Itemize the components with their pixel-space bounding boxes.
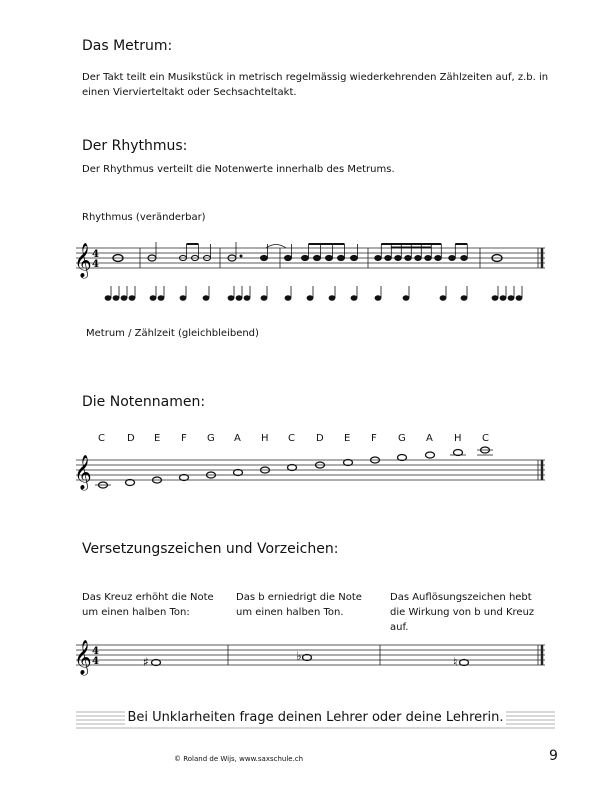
metrum-label: Metrum / Zählzeit (gleichbleibend) xyxy=(86,328,259,339)
svg-text:4: 4 xyxy=(92,249,99,260)
page-number: 9 xyxy=(549,748,558,764)
rhythmus-heading: Der Rhythmus: xyxy=(82,138,188,154)
note-name: C xyxy=(482,433,489,444)
note-name: F xyxy=(371,433,377,444)
svg-text:4: 4 xyxy=(92,646,99,657)
treble-clef-icon: 𝄞 xyxy=(74,455,92,490)
note-name: G xyxy=(207,433,215,444)
b-text: Das b erniedrigt die Note um einen halben Ton. xyxy=(236,592,362,618)
note-name: A xyxy=(234,433,241,444)
vorzeichen-heading: Versetzungszeichen und Vorzeichen: xyxy=(82,541,339,557)
note-name: D xyxy=(127,433,135,444)
natural-icon: ♮ xyxy=(453,655,458,669)
svg-text:4: 4 xyxy=(92,259,99,270)
notennamen-heading: Die Notennamen: xyxy=(82,394,206,410)
note-name: H xyxy=(261,433,269,444)
note-name: A xyxy=(426,433,433,444)
footer-copyright: © Roland de Wijs, www.saxschule.ch xyxy=(174,755,304,763)
note-name: E xyxy=(344,433,351,444)
note-name: H xyxy=(454,433,462,444)
note-name: C xyxy=(288,433,295,444)
note-name: F xyxy=(181,433,187,444)
metrum-heading: Das Metrum: xyxy=(82,38,173,54)
flat-icon: ♭ xyxy=(296,649,302,663)
treble-clef-icon: 𝄞 xyxy=(74,640,92,675)
aufloesung-text: Das Auflösungszeichen hebt die Wirkung von b und Kreuz auf. xyxy=(390,592,535,633)
kreuz-text: Das Kreuz erhöht die Note um einen halben Ton: xyxy=(82,592,214,618)
svg-text:4: 4 xyxy=(92,656,99,667)
rhythmus-staff-label: Rhythmus (veränderbar) xyxy=(82,212,206,223)
metrum-text: Der Takt teilt ein Musikstück in metrisch regelmässig wiederkehrenden Zählzeiten auf, z.b. in einen Viervierteltakt oder Sechsachteltakt. xyxy=(82,72,549,98)
note-name: E xyxy=(154,433,161,444)
banner-text: Bei Unklarheiten frage deinen Lehrer oder deine Lehrerin. xyxy=(127,710,504,725)
note-name: D xyxy=(316,433,324,444)
treble-clef-icon: 𝄞 xyxy=(74,243,92,278)
note-name: C xyxy=(98,433,105,444)
sharp-icon: ♯ xyxy=(143,655,149,669)
rhythmus-text: Der Rhythmus verteilt die Notenwerte innerhalb des Metrums. xyxy=(82,164,395,175)
note-name: G xyxy=(398,433,406,444)
